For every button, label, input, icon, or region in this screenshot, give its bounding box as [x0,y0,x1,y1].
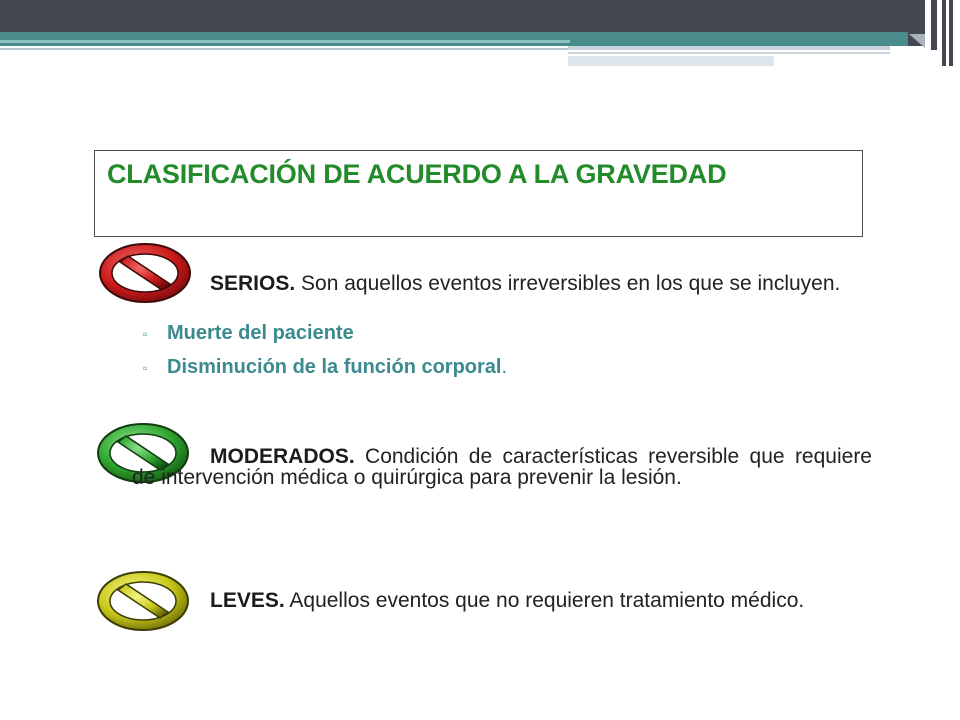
title-box [94,150,863,237]
header-right-bar [949,0,953,66]
header-teal-stripe [0,32,925,46]
moderados-text: Condición de características reversible que requiere de intervención médica o quirúrgica para prevenir la lesión. [132,445,872,489]
serios-item-text: Disminución de la función corporal [167,356,502,378]
serios-item-period: . [501,356,508,378]
leves-text: Aquellos eventos que no requieren tratamiento médico. [289,589,805,612]
header-thin-line [0,48,570,50]
serios-paragraph [132,273,872,294]
serios-text: Son aquellos eventos irreversibles en los que se incluyen. [301,272,841,295]
header-teal-highlight [0,40,570,43]
header-band [0,0,925,32]
bullet-icon: ▫ [143,326,148,341]
moderados-paragraph [132,446,872,488]
serios-item-1 [143,322,354,345]
leves-heading: LEVES. [210,589,285,612]
header-corner-fold [909,34,925,48]
serios-item-2 [143,356,507,379]
header-right-bar [942,0,946,66]
moderados-heading: MODERADOS. [210,445,355,468]
serios-item-text: Muerte del paciente [167,322,354,344]
header-gray-step-lower [568,56,774,66]
header-right-bar [931,0,937,50]
leves-paragraph [132,590,872,611]
serios-heading: SERIOS. [210,272,296,295]
header-gray-step-line [568,50,890,52]
slide-title: CLASIFICACIÓN DE ACUERDO A LA GRAVEDAD [107,159,727,189]
bullet-icon: ▫ [143,360,148,375]
